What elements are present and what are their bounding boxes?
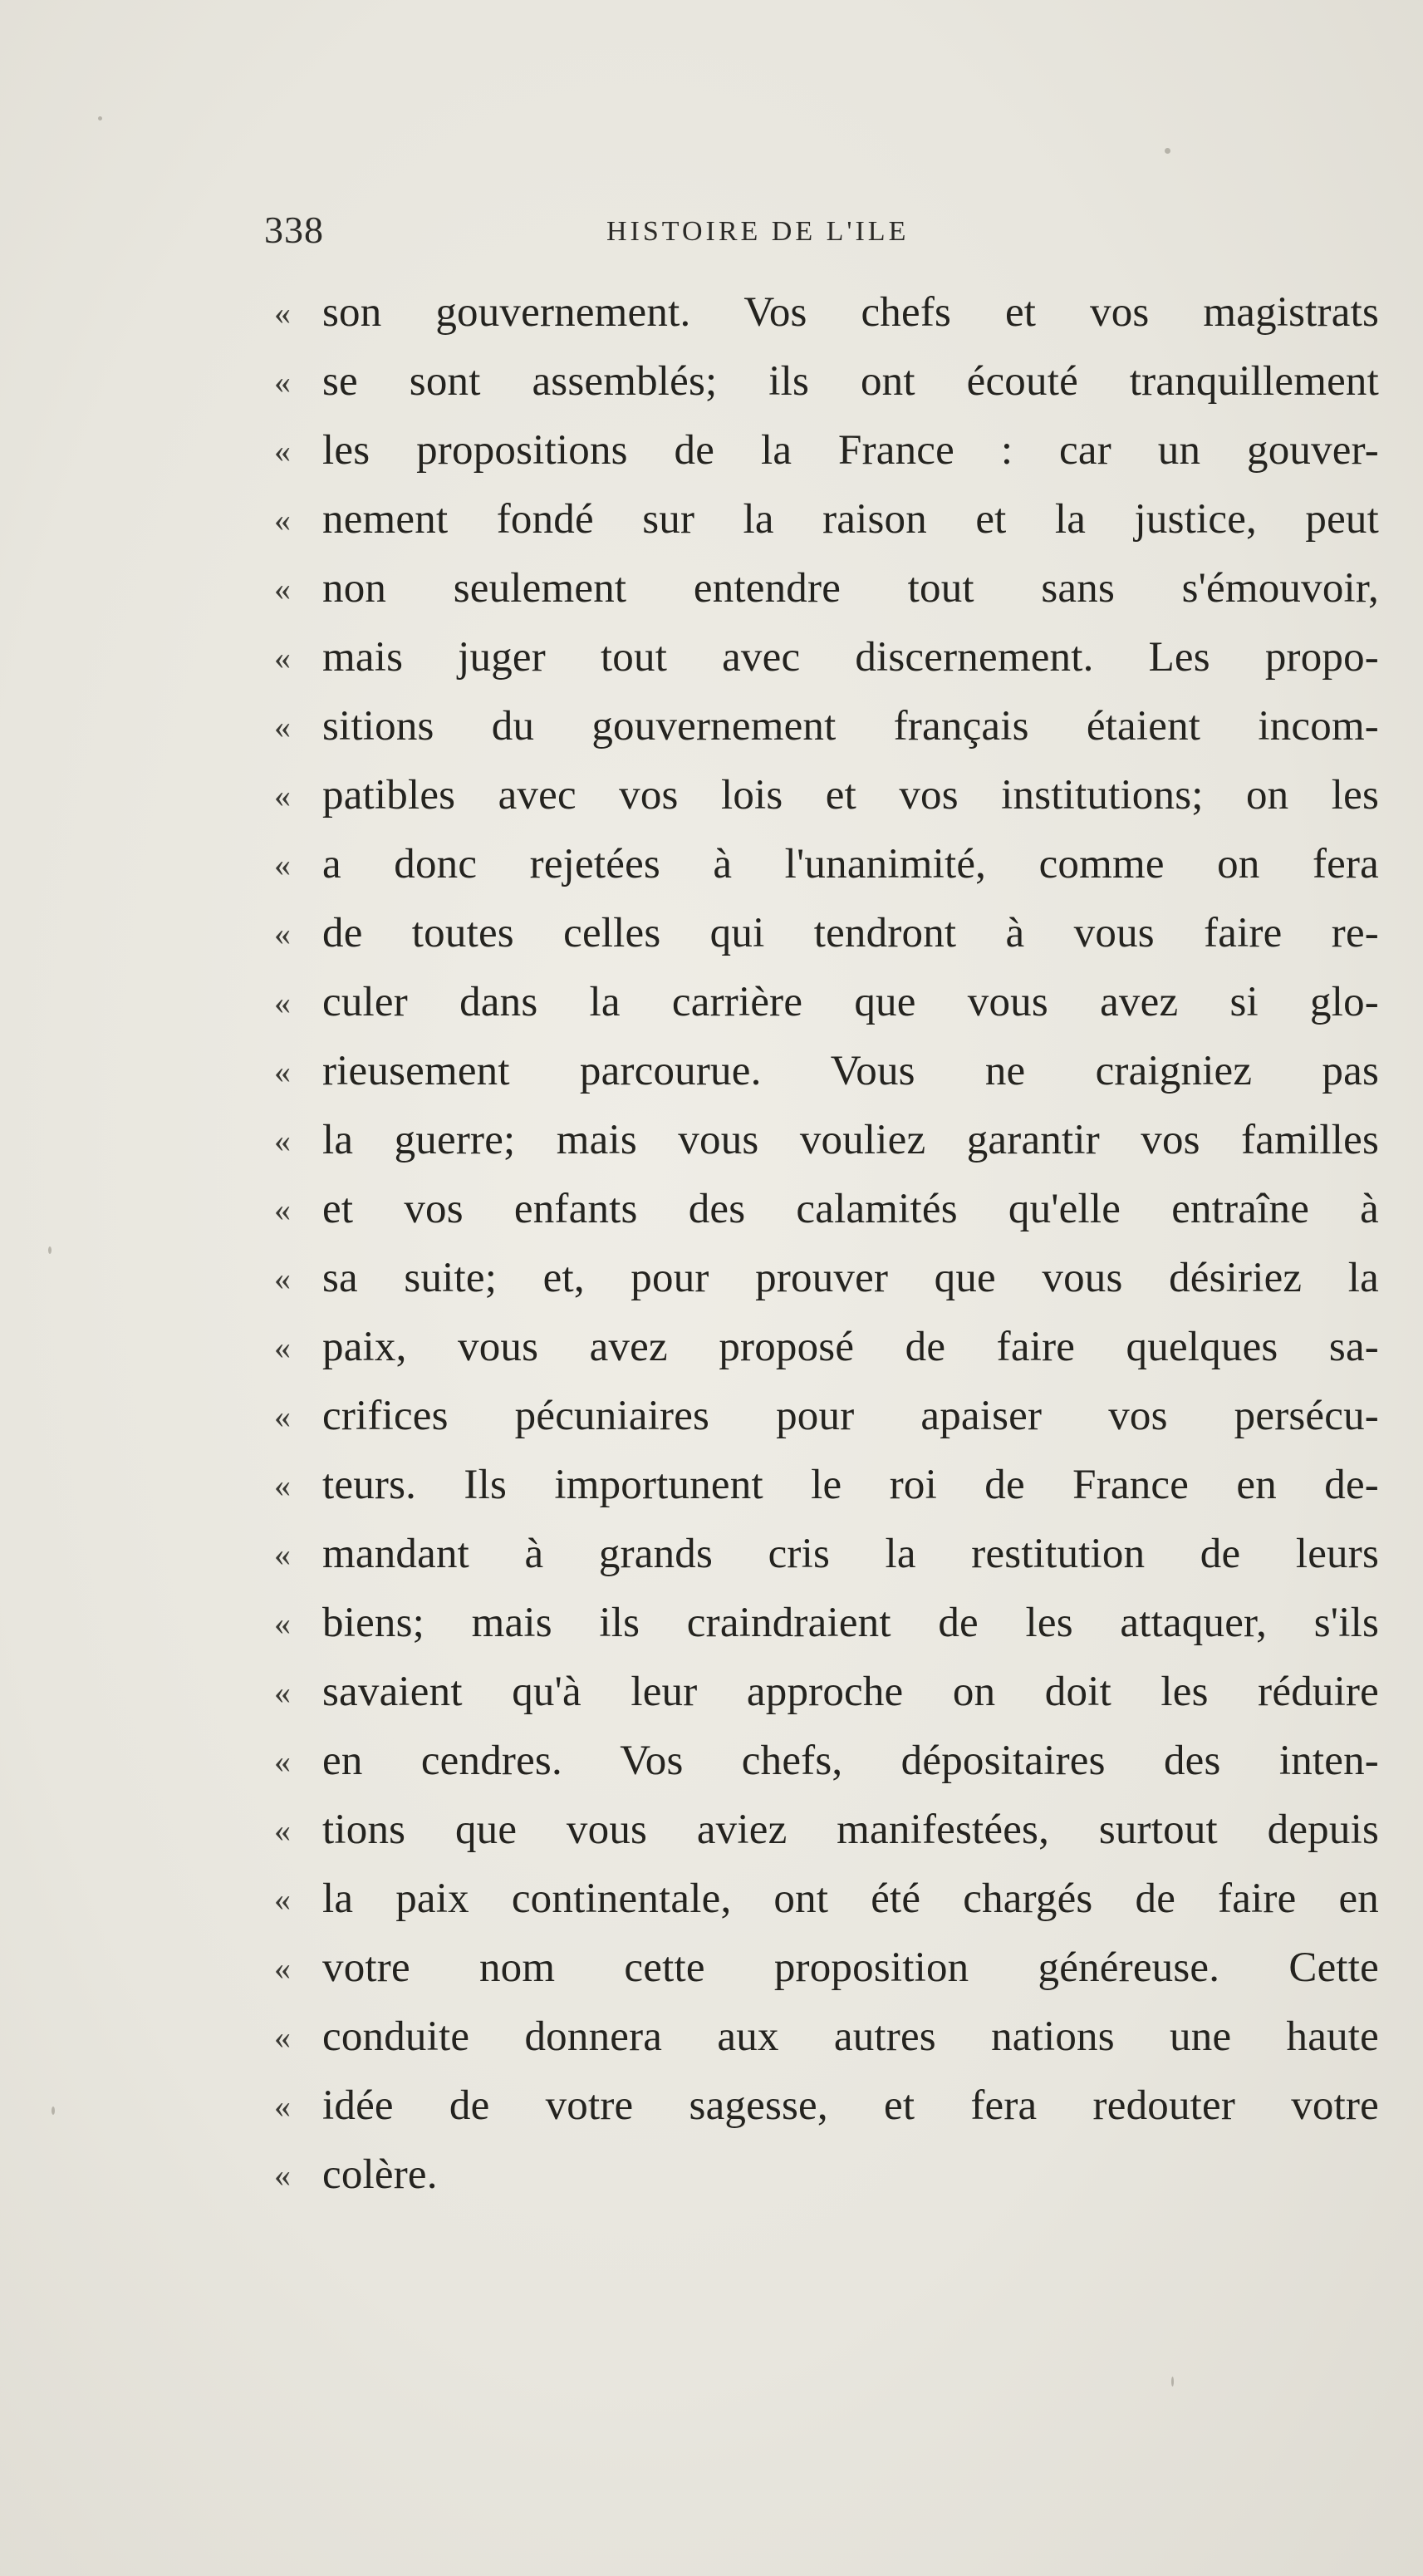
quote-mark: « (274, 915, 291, 952)
line-text: savaient qu'à leur approche on doit les réduire (322, 1669, 1379, 1715)
text-line (274, 830, 1379, 899)
line-text: votre nom cette proposition généreuse. Cette (322, 1944, 1379, 1991)
text-line (274, 1520, 1379, 1589)
text-line (274, 899, 1379, 968)
quote-mark: « (274, 294, 291, 332)
paper-speck (98, 116, 102, 120)
quote-mark: « (274, 2156, 291, 2194)
quote-mark: « (274, 1053, 291, 1090)
quote-mark: « (274, 501, 291, 538)
quote-mark: « (274, 1674, 291, 1711)
quote-mark: « (274, 1605, 291, 1642)
line-text: sa suite; et, pour prouver que vous désiriez la (322, 1255, 1379, 1301)
text-line (274, 1382, 1379, 1451)
line-text: se sont assemblés; ils ont écouté tranquillement (322, 358, 1379, 405)
text-line (274, 1244, 1379, 1313)
text-line (274, 1106, 1379, 1175)
quote-mark: « (274, 1880, 291, 1918)
line-text: rieusement parcourue. Vous ne craigniez pas (322, 1048, 1379, 1094)
line-text: sitions du gouvernement français étaient incom- (322, 703, 1379, 750)
text-line (274, 1865, 1379, 1934)
text-line (274, 1727, 1379, 1796)
line-text: de toutes celles qui tendront à vous faire re- (322, 910, 1379, 956)
line-text: paix, vous avez proposé de faire quelques sa- (322, 1324, 1379, 1370)
line-text: non seulement entendre tout sans s'émouvoir, (322, 565, 1379, 612)
quote-mark: « (274, 1122, 291, 1159)
quote-mark: « (274, 1398, 291, 1435)
quote-mark: « (274, 363, 291, 401)
line-text: biens; mais ils craindraient de les attaquer, s'ils (322, 1600, 1379, 1646)
quote-mark: « (274, 777, 291, 814)
text-line (274, 554, 1379, 623)
quote-mark: « (274, 2087, 291, 2125)
line-text: la guerre; mais vous vouliez garantir vos familles (322, 1117, 1379, 1163)
quote-mark: « (274, 846, 291, 883)
quote-mark: « (274, 1467, 291, 1504)
line-text: culer dans la carrière que vous avez si glo- (322, 979, 1379, 1025)
paper-speck (1165, 148, 1170, 154)
text-line (274, 761, 1379, 830)
line-text: en cendres. Vos chefs, dépositaires des inten- (322, 1738, 1379, 1784)
text-line (274, 485, 1379, 554)
page-header (264, 208, 1327, 266)
quote-mark: « (274, 708, 291, 745)
text-line (274, 1313, 1379, 1382)
quote-mark: « (274, 570, 291, 607)
body-text (274, 278, 1379, 2210)
text-line (274, 623, 1379, 692)
quote-mark: « (274, 1191, 291, 1228)
line-text: patibles avec vos lois et vos institutions; on les (322, 772, 1379, 819)
text-line (274, 1451, 1379, 1520)
running-head: HISTOIRE DE L'ILE (606, 216, 910, 247)
quote-mark: « (274, 1329, 291, 1366)
text-line (274, 2072, 1379, 2141)
text-line (274, 2003, 1379, 2072)
line-text: mandant à grands cris la restitution de leurs (322, 1531, 1379, 1577)
line-text: tions que vous aviez manifestées, surtout depuis (322, 1807, 1379, 1853)
line-text: et vos enfants des calamités qu'elle entraîne à (322, 1186, 1379, 1232)
paper-speck (52, 2107, 55, 2115)
line-text: idée de votre sagesse, et fera redouter votre (322, 2082, 1379, 2129)
line-text: colère. (322, 2151, 438, 2198)
paper-speck (48, 1246, 52, 1254)
text-line (274, 968, 1379, 1037)
quote-mark: « (274, 2018, 291, 2056)
text-line (274, 1658, 1379, 1727)
line-text: mais juger tout avec discernement. Les propo- (322, 634, 1379, 681)
quote-mark: « (274, 1536, 291, 1573)
text-line (274, 347, 1379, 416)
line-text: teurs. Ils importunent le roi de France en de- (322, 1462, 1379, 1508)
line-text: nement fondé sur la raison et la justice, peut (322, 496, 1379, 543)
quote-mark: « (274, 1812, 291, 1849)
line-text: a donc rejetées à l'unanimité, comme on fera (322, 841, 1379, 887)
quote-mark: « (274, 1260, 291, 1297)
paper-speck (1171, 2377, 1174, 2387)
text-line (274, 1796, 1379, 1865)
text-line (274, 692, 1379, 761)
text-line (274, 1589, 1379, 1658)
text-line (274, 1037, 1379, 1106)
line-text: les propositions de la France : car un gouver- (322, 427, 1379, 474)
text-line (274, 416, 1379, 485)
line-text: crifices pécuniaires pour apaiser vos persécu- (322, 1393, 1379, 1439)
quote-mark: « (274, 984, 291, 1021)
quote-mark: « (274, 1949, 291, 1987)
quote-mark: « (274, 432, 291, 469)
text-line (274, 2141, 1379, 2210)
line-text: la paix continentale, ont été chargés de faire en (322, 1875, 1379, 1922)
line-text: conduite donnera aux autres nations une haute (322, 2013, 1379, 2060)
quote-mark: « (274, 639, 291, 676)
text-line (274, 1934, 1379, 2003)
page-number: 338 (264, 209, 324, 251)
text-line (274, 278, 1379, 347)
line-text: son gouvernement. Vos chefs et vos magistrats (322, 289, 1379, 336)
quote-mark: « (274, 1743, 291, 1780)
text-line (274, 1175, 1379, 1244)
